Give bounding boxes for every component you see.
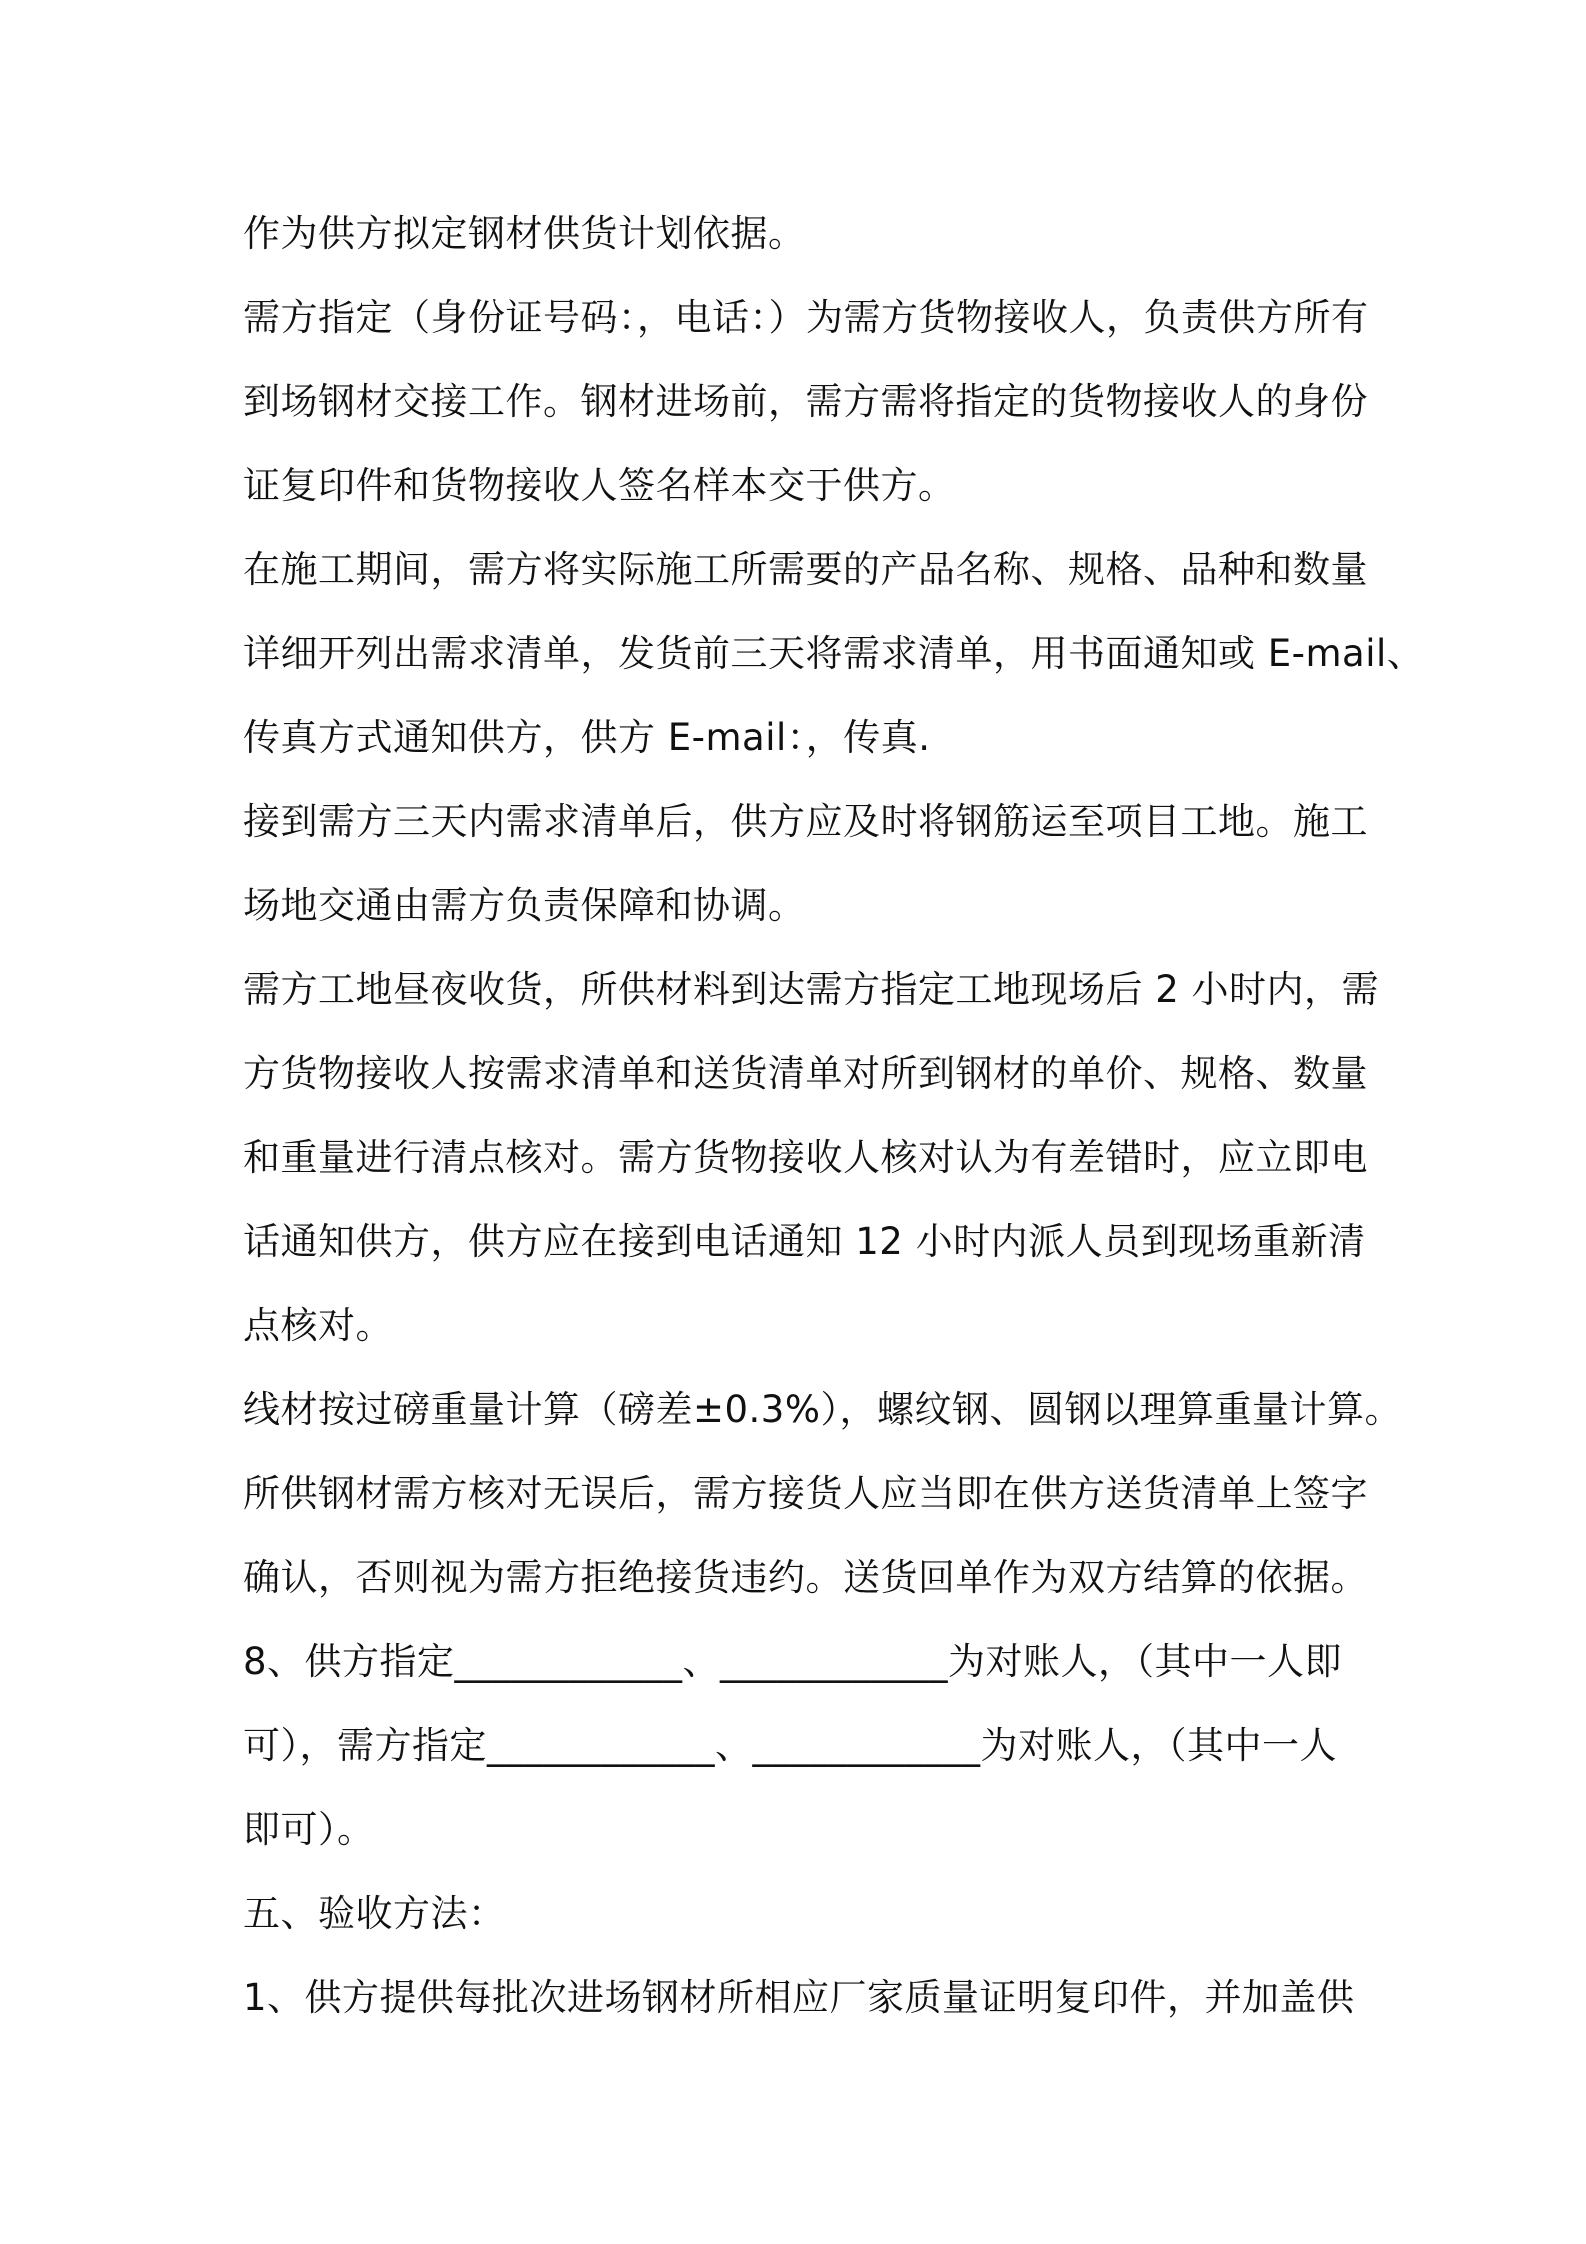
text-line: 接到需方三天内需求清单后，供方应及时将钢筋运至项目工地。施工 — [243, 800, 1368, 843]
text-line: 传真方式通知供方，供方 E-mail：，传真. — [243, 716, 931, 759]
text-line: 需方指定（身份证号码：，电话：）为需方货物接收人，负责供方所有 — [243, 296, 1369, 339]
text-line: 可），需方指定____________、____________为对账人，（其中一人 — [243, 1724, 1337, 1767]
text-line: 到场钢材交接工作。钢材进场前，需方需将指定的货物接收人的身份 — [243, 380, 1368, 423]
text-line: 详细开列出需求清单，发货前三天将需求清单，用书面通知或 E-mail、 — [243, 632, 1425, 675]
text-line: 方货物接收人按需求清单和送货清单对所到钢材的单价、规格、数量 — [243, 1052, 1368, 1095]
text-line: 即可）。 — [243, 1808, 375, 1851]
section-heading: 五、验收方法： — [243, 1892, 506, 1935]
text-line: 确认，否则视为需方拒绝接货违约。送货回单作为双方结算的依据。 — [243, 1556, 1368, 1599]
text-line: 证复印件和货物接收人签名样本交于供方。 — [243, 464, 956, 507]
text-line: 和重量进行清点核对。需方货物接收人核对认为有差错时，应立即电 — [243, 1136, 1368, 1179]
text-line: 1、供方提供每批次进场钢材所相应厂家质量证明复印件，并加盖供 — [243, 1976, 1355, 2019]
text-line: 点核对。 — [243, 1304, 393, 1347]
document-body — [243, 192, 1425, 2040]
text-line: 需方工地昼夜收货，所供材料到达需方指定工地现场后 2 小时内，需 — [243, 968, 1380, 1011]
text-line: 所供钢材需方核对无误后，需方接货人应当即在供方送货清单上签字 — [243, 1472, 1368, 1515]
text-line: 作为供方拟定钢材供货计划依据。 — [243, 212, 806, 255]
text-line: 话通知供方，供方应在接到电话通知 12 小时内派人员到现场重新清 — [243, 1220, 1366, 1263]
text-line: 8、供方指定____________、____________为对账人，（其中一人即 — [243, 1640, 1343, 1683]
text-line: 线材按过磅重量计算（磅差±0.3%），螺纹钢、圆钢以理算重量计算。 — [243, 1388, 1402, 1431]
text-line: 场地交通由需方负责保障和协调。 — [243, 884, 806, 927]
text-line: 在施工期间，需方将实际施工所需要的产品名称、规格、品种和数量 — [243, 548, 1368, 591]
